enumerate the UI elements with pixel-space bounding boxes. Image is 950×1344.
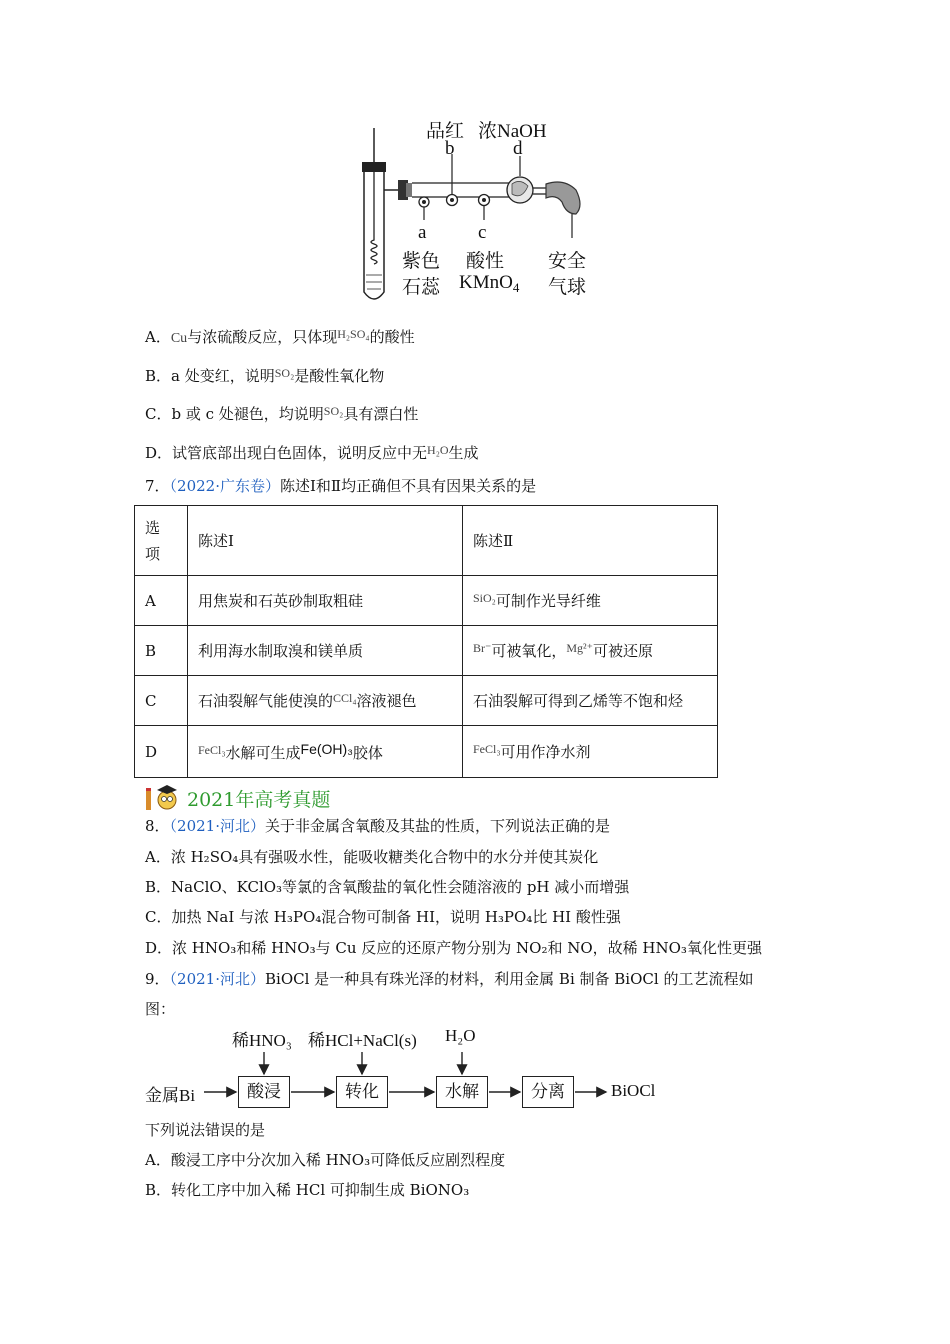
q7-table <box>134 505 718 778</box>
option-cell: B <box>135 626 188 676</box>
option-label: A． <box>145 328 171 346</box>
question-source: （2022·广东卷） <box>169 477 280 495</box>
q6-option-b <box>145 363 384 386</box>
question-number: 9． <box>145 970 170 988</box>
table-row <box>135 676 718 726</box>
flow-step-convert: 转化 <box>336 1076 388 1108</box>
question-text: BiOCl 是一种具有珠光泽的材料，利用金属 Bi 制备 BiOCl 的工艺流程如 <box>265 970 754 988</box>
statement-1-cell: 利用海水制取溴和镁单质 <box>188 626 463 676</box>
chem-formula: H₂O <box>427 443 449 457</box>
statement-2-cell <box>463 626 718 676</box>
option-cell: D <box>135 726 188 778</box>
question-source: （2021·河北） <box>169 970 265 988</box>
scholar-owl-icon <box>145 782 185 812</box>
option-text: 的酸性 <box>369 328 415 346</box>
process-flowchart <box>140 1022 680 1112</box>
letter-b: b <box>445 138 455 159</box>
flow-step-separate: 分离 <box>522 1076 574 1108</box>
chem-formula: SO₂ <box>274 366 295 380</box>
option-text: 是酸性氧化物 <box>294 367 385 385</box>
chem-formula: Cu <box>170 331 188 346</box>
q7-stem <box>145 476 536 496</box>
flow-input-water: H₂O <box>445 1026 476 1045</box>
chem-formula: Mg²⁺ <box>566 641 593 655</box>
q8-option-a: A．浓 H₂SO₄具有强吸水性，能吸收糖类化合物中的水分并使其炭化 <box>145 848 599 866</box>
option-text: B．a 处变红，说明 <box>145 367 275 385</box>
label-c-line1: 酸性 <box>466 251 505 272</box>
reagent-d-label: 浓NaOH <box>478 121 547 142</box>
statement-text: 胶体 <box>352 743 383 762</box>
q6-option-c <box>145 401 418 424</box>
flow-start: 金属Bi <box>145 1086 196 1105</box>
statement-1-cell <box>188 676 463 726</box>
option-text: D．试管底部出现白色固体，说明反应中无 <box>145 444 428 462</box>
statement-1-cell: 用焦炭和石英砂制取粗硅 <box>188 576 463 626</box>
letter-a: a <box>418 222 427 243</box>
question-number: 7． <box>145 477 170 495</box>
q9-stem-cont: 图： <box>145 1000 176 1018</box>
option-cell: C <box>135 676 188 726</box>
kmno-text: KMnO <box>459 272 513 293</box>
statement-text: 石油裂解气能使溴的 <box>198 692 334 710</box>
q9-option-b: B．转化工序中加入稀 HCl 可抑制生成 BiONO₃ <box>145 1181 470 1199</box>
statement-1-cell <box>188 726 463 778</box>
statement-2-cell <box>463 726 718 778</box>
table-row <box>135 506 718 576</box>
statement-2-cell: 石油裂解可得到乙烯等不饱和烃 <box>463 676 718 726</box>
statement-text: 可被还原 <box>592 642 653 660</box>
q8-stem <box>145 816 610 836</box>
statement-text: 可被氧化， <box>491 642 567 660</box>
q8-option-d: D．浓 HNO₃和稀 HNO₃与 Cu 反应的还原产物分别为 NO₂和 NO，故稀 HNO₃氧化性更强 <box>145 939 762 957</box>
option-text: 生成 <box>448 444 479 462</box>
chem-formula: CCl₄ <box>333 691 357 705</box>
table-row <box>135 626 718 676</box>
chem-formula: SiO₂ <box>473 591 496 605</box>
q6-option-a <box>145 324 415 349</box>
header-statement-2: 陈述Ⅱ <box>463 506 718 576</box>
label-a-line2: 石蕊 <box>402 277 441 298</box>
chem-formula: FeCl₃ <box>473 742 501 756</box>
chem-formula: FeCl₃ <box>198 742 226 757</box>
chem-formula: H₂SO₄ <box>337 327 370 341</box>
header-option: 选 项 <box>135 506 188 576</box>
letter-c: c <box>478 222 487 243</box>
flow-end: BiOCl <box>611 1081 656 1100</box>
table-row <box>135 726 718 778</box>
option-text: 具有漂白性 <box>343 405 419 423</box>
flow-input-hcl-nacl: 稀HCl+NaCl(s) <box>308 1031 417 1050</box>
option-cell: A <box>135 576 188 626</box>
statement-text: 可制作光导纤维 <box>495 592 601 610</box>
reagent-b-label: 品红 <box>426 121 465 142</box>
label-c-line2 <box>459 272 519 296</box>
statement-2-cell <box>463 576 718 626</box>
chem-formula: Br⁻ <box>473 641 492 655</box>
option-text: 与浓硫酸反应，只体现 <box>187 328 338 346</box>
kmno-subscript: 4 <box>512 280 520 295</box>
label-a-line1: 紫色 <box>402 251 441 272</box>
q8-option-b: B．NaClO、KClO₃等氯的含氧酸盐的氧化性会随溶液的 pH 减小而增强 <box>145 878 630 896</box>
label-balloon-line1: 安全 <box>548 251 587 272</box>
label-balloon-line2: 气球 <box>548 277 587 298</box>
flow-input-hno3: 稀HNO₃ <box>232 1031 292 1050</box>
question-text: 关于非金属含氧酸及其盐的性质，下列说法正确的是 <box>265 817 611 835</box>
statement-text: 可用作净水剂 <box>500 743 591 761</box>
flow-step-hydrolysis: 水解 <box>436 1076 488 1108</box>
q8-option-c: C．加热 NaI 与浓 H₃PO₄混合物可制备 HI，说明 H₃PO₄比 HI 酸性强 <box>145 908 621 926</box>
chem-formula: Fe(OH)₃ <box>300 740 353 757</box>
q9-option-a: A．酸浸工序中分次加入稀 HNO₃可降低反应剧烈程度 <box>145 1151 506 1169</box>
header-statement-1: 陈述Ⅰ <box>188 506 463 576</box>
question-number: 8． <box>145 817 170 835</box>
q6-option-d <box>145 440 479 463</box>
option-text: C．b 或 c 处褪色，均说明 <box>145 405 324 423</box>
question-source: （2021·河北） <box>169 817 265 835</box>
section-title: 2021年高考真题 <box>187 789 331 811</box>
question-text: 陈述Ⅰ和Ⅱ均正确但不具有因果关系的是 <box>280 477 537 495</box>
section-banner <box>145 782 365 812</box>
q9-stem <box>145 969 753 989</box>
table-row <box>135 576 718 626</box>
statement-text: 溶液褪色 <box>356 692 417 710</box>
chem-formula: SO₂ <box>323 404 344 418</box>
flow-step-leach: 酸浸 <box>238 1076 290 1108</box>
statement-text: 水解可生成 <box>225 743 301 762</box>
q9-prompt: 下列说法错误的是 <box>145 1121 266 1139</box>
letter-d: d <box>513 138 523 159</box>
